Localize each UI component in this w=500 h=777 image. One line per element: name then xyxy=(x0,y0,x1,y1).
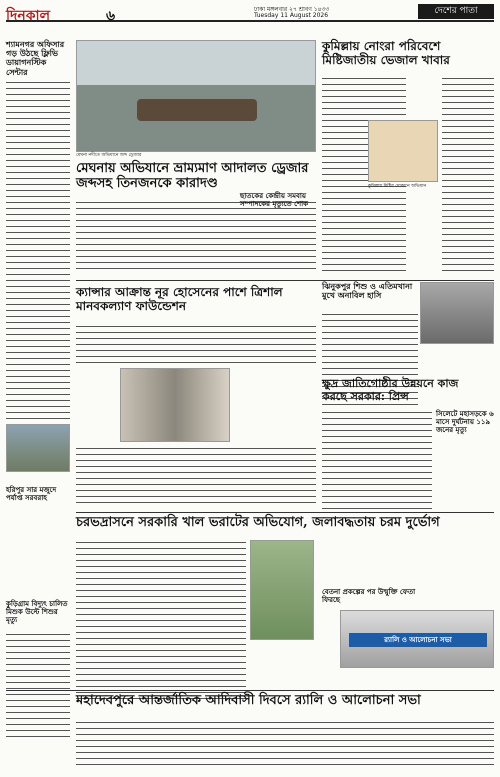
photo-orphanage xyxy=(420,282,494,344)
boat-shape xyxy=(137,99,257,121)
article-title-7: ঝিনুকপুর শিশু ও এতিমখানা মুখে অনাবিল হাসি xyxy=(322,281,413,301)
photo-field xyxy=(6,424,70,472)
article-body-13 xyxy=(76,720,494,770)
article-title-3: মেঘনায় অভিযানে ভ্রাম্যমাণ আদালত ড্রেজার জব্দসহ তিনজনকে কারাদণ্ড xyxy=(76,161,309,191)
article-body-3 xyxy=(76,200,316,274)
article-body-5 xyxy=(76,324,316,368)
newspaper-logo: দিনকাল xyxy=(6,8,51,24)
divider-3 xyxy=(6,690,494,691)
divider-2 xyxy=(76,512,494,513)
photo-rally xyxy=(340,610,494,668)
photo-boat xyxy=(76,40,316,152)
photo-sweets xyxy=(368,120,438,182)
article-body-1 xyxy=(6,80,70,420)
article-title-5: ক্যান্সার আক্রান্ত নূর হোসেনের পাশে ত্রিশাল মানবকল্যাণ ফাউন্ডেশন xyxy=(76,285,283,313)
article-title-4: ছাতকের কেন্দ্রীয় সমবায় সম্পাদকের মৃত্যুতে শোক xyxy=(240,191,309,209)
rally-banner: র‍্যালি ও আলোচনা সভা xyxy=(349,633,487,647)
article-title-1: শ্যামনগর অফিসার গড় উঠছে ফ্লিভি ডায়াগনস্টিক সেন্টার xyxy=(6,39,65,77)
date-bangla: ঢাকা মঙ্গলবার ২৭ শ্রাবণ ১৪৩৩ xyxy=(254,6,330,13)
article-body-11 xyxy=(6,632,70,742)
article-title-11: কুড়িগ্রাম বিদ্যুৎ চালিত মিশুক উল্টে শিশুর মৃত্যু xyxy=(6,599,68,625)
caption-boat: মেঘনা নদীতে অভিযানে জব্দ ড্রেজার xyxy=(76,153,142,158)
article-title-2: কুমিল্লায় নোংরা পরিবেশে মিষ্টিজাতীয় ভেজাল খাবার xyxy=(322,39,450,67)
photo-foundation xyxy=(120,368,230,442)
divider-1 xyxy=(76,280,494,281)
article-title-6: হরিপুর সার মজুদে পর্যাপ্ত সরবরাহ xyxy=(6,485,57,503)
section-title: দেশের পাতা xyxy=(418,4,494,19)
photo-canal xyxy=(250,540,314,640)
caption-sweets: কুমিল্লায় মিষ্টির দোকানে অভিযান xyxy=(368,184,427,189)
page-number: ৬ xyxy=(106,8,116,24)
date-english: Tuesday 11 August 2026 xyxy=(254,12,329,19)
article-title-8: ক্ষুদ্র জাতিগোষ্ঠীর উন্নয়নে কাজ করছে সরকার: প্রিন্স xyxy=(322,377,459,403)
page-header xyxy=(6,4,494,22)
article-title-10: চরভদ্রাসনে সরকারি খাল ভরাটের অভিযোগ, জলাবদ্ধতায় চরম দুর্ভোগ xyxy=(76,515,440,530)
article-title-9: সিলেটে মহাসড়কে ৬ মাসে দুর্ঘটনায় ১১৯ জনের মৃত্যু xyxy=(436,409,494,435)
article-body-10 xyxy=(76,540,246,700)
article-body-5b xyxy=(76,446,316,506)
article-title-12: বেতনা প্রকল্পের পর উন্মুক্তি ফেতা ফিরছে xyxy=(322,587,416,605)
article-body-8 xyxy=(322,410,432,510)
article-title-13: মহাদেবপুরে আন্তর্জাতিক আদিবাসী দিবসে র‍্যালি ও আলোচনা সভা xyxy=(76,693,421,708)
article-body-2b xyxy=(442,76,494,272)
